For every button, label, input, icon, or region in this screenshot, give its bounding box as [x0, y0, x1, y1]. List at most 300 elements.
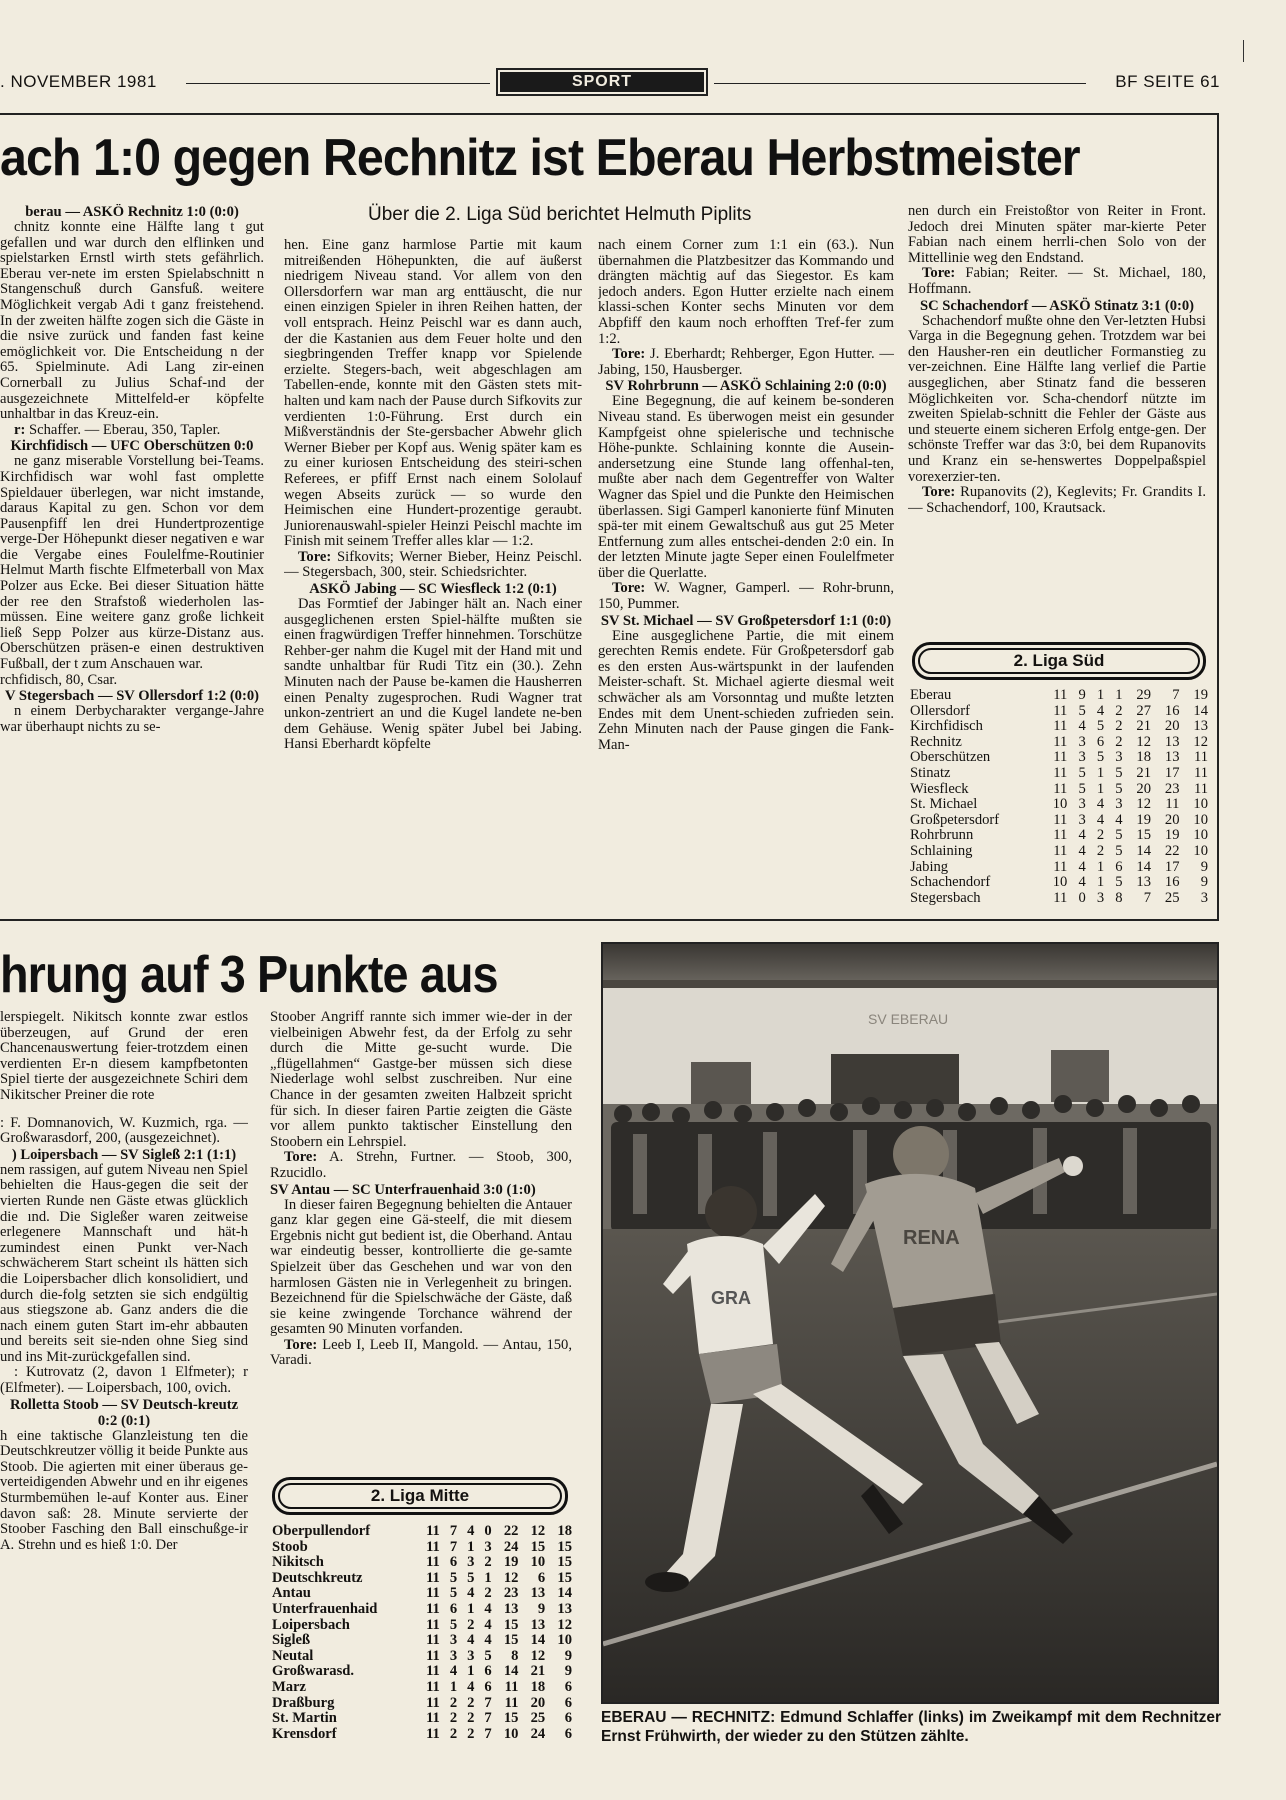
- page-header: [0, 68, 1220, 96]
- table-cell: 11: [1193, 780, 1208, 797]
- table-cell: 22: [1164, 842, 1180, 859]
- scorers-text: Rupanovits (2), Keglevits; Fr. Grandits I. — Schachendorf, 100, Krautsack.: [908, 484, 1206, 516]
- table-cell: 13: [530, 1616, 546, 1633]
- table-row: [272, 1540, 572, 1556]
- article-paragraph: Eine Begegnung, die auf keinem be-sonderen Niveau stand. Es überwogen meist ein gesunder Kampfgeist ohne spielerische und technische Höhe-punkte. Schlaining konnte die Ausein-andersetzung eine Stunde lang offenhal-ten, mußte aber nach dem Gegentreffer von Walter Wagner das Spiel und die Punkte den Heimischen überlassen. Sigi Gamperl kanonierte fünf Minuten spä-ter mit einem Gewaltschuß aus gut 25 Meter Entfernung zum alles entschei-denden 2:0 ein. In der letzten Minute jagte Seper einen Foulelfmeter über die Querlatte.: [598, 393, 894, 581]
- table-cell: 11: [426, 1554, 440, 1571]
- table-cell: 18: [557, 1523, 572, 1539]
- table-cell: 4: [467, 1585, 475, 1602]
- table-cell: 9: [1200, 858, 1208, 875]
- table-cell: 11: [1165, 796, 1180, 813]
- table-cell: 10: [1193, 811, 1208, 828]
- article-paragraph: lerspiegelt. Nikitsch konnte zwar estlos überzeugen, auf Grund der eren Chancenauswertung feier-trotzdem einen verdienten Er-n diesem kampfbetonten Spiel tierte der ausgezeichnete Schiri dem Nikitscher Preiner die rote: [0, 1010, 248, 1103]
- column-4: [908, 204, 1206, 640]
- table-cell: 3: [467, 1554, 475, 1571]
- table-liga-sued: [910, 688, 1208, 906]
- table-cell: 10: [1052, 796, 1068, 813]
- table-cell: 19: [1136, 811, 1151, 828]
- table-mitte-title: 2. Liga Mitte: [278, 1483, 562, 1509]
- table-cell: 15: [557, 1538, 572, 1555]
- table-cell: 4: [1096, 796, 1105, 813]
- table-cell: 12: [503, 1569, 519, 1586]
- scorers-label: Tore:: [284, 1149, 318, 1166]
- table-cell: 1: [1096, 764, 1105, 781]
- article-paragraph: Das Formtief der Jabinger hält an. Nach einer ausgeglichenen ersten Spiel-hälfte mußten sie einen fragwürdigen Treffer hinnehmen. Torschütze Rehber-ger nahm die Kugel mit der Hand mit und sandte unhaltbar für Rudi Titz ein (30.). Zehn Minuten nach der Pause be-kamen die Hausherren einen Penalty zugesprochen. Rudi Wagner trat unkon-zentriert an und die Kugel landete ne-ben dem Gehäuse. Wenig später Jubel bei Jabing. Hansi Eberhardt köpfelte: [284, 596, 582, 753]
- scorers-label: Tore:: [612, 346, 646, 363]
- table-cell: 1: [467, 1538, 475, 1555]
- table-cell: 1: [1096, 780, 1105, 797]
- wall-sign-text: SV EBERAU: [868, 1011, 949, 1027]
- table-cell: 19: [503, 1554, 519, 1571]
- scorers-text: Fabian; Reiter. — St. Michael, 180, Hoffmann.: [908, 265, 1206, 297]
- table-cell: 21: [1136, 764, 1151, 781]
- column-1: [0, 204, 264, 904]
- team-name: Neutal: [272, 1647, 314, 1664]
- table-cell: 11: [1053, 889, 1068, 906]
- table-cell: 7: [484, 1710, 492, 1727]
- table-cell: 8: [511, 1647, 519, 1664]
- table-cell: 2: [467, 1694, 475, 1711]
- team-name: Wiesfleck: [910, 780, 969, 797]
- table-cell: 6: [1115, 858, 1123, 875]
- table-row: [272, 1555, 572, 1571]
- table-cell: 20: [1164, 811, 1180, 828]
- team-name: Oberschützen: [910, 749, 991, 766]
- team-name: Nikitsch: [272, 1554, 324, 1571]
- headline-top: ach 1:0 gegen Rechnitz ist Eberau Herbstmeister: [0, 129, 1080, 187]
- table-cell: 13: [1193, 718, 1208, 735]
- table-cell: 4: [1115, 811, 1123, 828]
- team-name: Draßburg: [272, 1694, 335, 1711]
- table-cell: 11: [504, 1694, 519, 1711]
- team-name: Unterfrauenhaid: [272, 1600, 378, 1617]
- match-heading: SV St. Michael — SV Großpetersdorf 1:1 (0:0): [600, 612, 892, 629]
- table-cell: 3: [1078, 811, 1086, 828]
- table-cell: 16: [1164, 874, 1180, 891]
- table-row: [910, 797, 1208, 813]
- table-cell: 12: [557, 1616, 572, 1633]
- table-row: [910, 860, 1208, 876]
- table-row: [272, 1649, 572, 1665]
- section-label-box: [496, 68, 708, 96]
- table-cell: 3: [1078, 733, 1086, 750]
- table-cell: 3: [1078, 796, 1086, 813]
- table-cell: 3: [484, 1538, 492, 1555]
- article-paragraph: Eine ausgeglichene Partie, die mit einem gerechten Remis endete. Für Großpetersdorf gab es den ersten Aus-wärtspunkt in der laufenden Meister-schaft. St. Michael agierte diesmal weit schwächer als am Vorsonntag und mußte letzten Endes mit dem Unent-schieden zufrieden sein. Zehn Minuten nach der Pause gingen die Fank-Man-: [598, 627, 894, 753]
- article-paragraph: In dieser fairen Begegnung behielten die Antauer ganz klar gegen eine Gä-steelf, die mit diesem Ergebnis nicht gut bedient ist, die Oberhand. Antau war eindeutig besser, kontrollierte die ge-samte Spielzeit über das Geschehen und war von den harmlosen Gästen nie in Verlegenheit zu bringen. Bezeichnend für die Spielschwäche der Gäste, daß sie keine zwingende Torchance während der gesamten 90 Minuten vorfanden.: [270, 1196, 572, 1338]
- table-cell: 4: [1078, 858, 1086, 875]
- table-cell: 11: [1053, 780, 1068, 797]
- table-cell: 11: [426, 1725, 440, 1742]
- table-cell: 15: [557, 1569, 572, 1586]
- table-cell: 5: [1078, 780, 1086, 797]
- team-name: St. Michael: [910, 796, 978, 813]
- table-cell: 5: [449, 1585, 458, 1602]
- team-name: Schachendorf: [910, 874, 991, 891]
- table-row: [272, 1680, 572, 1696]
- table-cell: 4: [1078, 827, 1086, 844]
- article-paragraph: : F. Domnanovich, W. Kuzmich, rga. — Großwarasdorf, 200, (ausgezeichnet).: [0, 1114, 248, 1147]
- table-cell: 25: [1164, 889, 1180, 906]
- table-cell: 6: [484, 1663, 492, 1680]
- table-cell: 6: [564, 1725, 572, 1742]
- team-name: Stoob: [272, 1538, 308, 1555]
- table-row: [272, 1586, 572, 1602]
- table-cell: 4: [484, 1600, 492, 1617]
- table-cell: 3: [1115, 749, 1123, 766]
- table-cell: 0: [1078, 889, 1086, 906]
- table-mitte-header: [272, 1477, 568, 1515]
- table-cell: 11: [1053, 733, 1068, 750]
- team-name: Loipersbach: [272, 1616, 350, 1633]
- table-cell: 12: [1193, 733, 1208, 750]
- table-row: [272, 1571, 572, 1587]
- table-cell: 15: [1136, 827, 1151, 844]
- match-heading: Kirchfidisch — UFC Oberschützen 0:0: [10, 438, 254, 455]
- team-name: Krensdorf: [272, 1725, 337, 1742]
- table-row: [910, 782, 1208, 798]
- table-cell: 5: [449, 1569, 458, 1586]
- table-cell: 2: [449, 1725, 458, 1742]
- table-cell: 13: [557, 1600, 572, 1617]
- table-cell: 11: [1193, 749, 1208, 766]
- table-cell: 12: [1136, 733, 1151, 750]
- table-cell: 2: [467, 1725, 475, 1742]
- team-name: Rechnitz: [910, 733, 962, 750]
- table-cell: 11: [1053, 764, 1068, 781]
- table-cell: 13: [503, 1600, 519, 1617]
- table-cell: 4: [1078, 718, 1086, 735]
- table-cell: 5: [467, 1569, 475, 1586]
- table-cell: 5: [1096, 749, 1105, 766]
- table-cell: 5: [1078, 702, 1086, 719]
- table-cell: 25: [530, 1710, 546, 1727]
- match-heading: ASKÖ Jabing — SC Wiesfleck 1:2 (0:1): [309, 581, 557, 598]
- table-cell: 19: [1193, 687, 1208, 703]
- table-cell: 1: [449, 1678, 458, 1695]
- table-cell: 14: [1136, 858, 1151, 875]
- table-cell: 24: [503, 1538, 519, 1555]
- table-cell: 11: [1053, 749, 1068, 766]
- table-cell: 8: [1115, 889, 1123, 906]
- table-cell: 2: [449, 1710, 458, 1727]
- table-row: [272, 1618, 572, 1634]
- photo-illustration: [603, 944, 1217, 1702]
- table-cell: 4: [449, 1663, 458, 1680]
- team-name: Oberpullendorf: [272, 1523, 371, 1539]
- scorers-label: Tore:: [922, 484, 956, 501]
- table-row: [910, 875, 1208, 891]
- table-cell: 5: [1115, 764, 1123, 781]
- table-cell: 2: [1096, 842, 1105, 859]
- table-cell: 3: [1115, 796, 1123, 813]
- table-cell: 11: [426, 1600, 440, 1617]
- table-cell: 17: [1164, 858, 1180, 875]
- table-cell: 0: [484, 1523, 492, 1539]
- table-cell: 7: [484, 1694, 492, 1711]
- table-cell: 1: [1096, 687, 1105, 703]
- table-cell: 2: [1115, 718, 1123, 735]
- table-cell: 5: [1115, 874, 1123, 891]
- table-cell: 6: [449, 1554, 458, 1571]
- table-cell: 13: [1164, 733, 1180, 750]
- table-cell: 19: [1164, 827, 1180, 844]
- scorers-text: Sifkovits; Werner Bieber, Heinz Peischl. — Stegersbach, 300, steir. Schiedsrichter.: [284, 548, 582, 581]
- article-paragraph: Schachendorf mußte ohne den Ver-letzten Hubsi Varga in die Begegnung gehen. Trotzdem war bei den Hausher-ren ein deutlicher Formanstieg zu ver-zeichnen. Eine Hälfte lang verlief die Partie ausgeglichen, aber Stinatz fand die besseren Möglichkeiten vor. Scha-chendorf nützte im zweiten Spielab-schnitt die Fehler der Gäste aus und steuerte einem sicheren Erfolg entge-gen. Der schönste Treffer war das 3:0, bei dem Rupanovits und Kranz ein se-henswertes Doppelpaßspiel vorexerzier-ten.: [908, 312, 1206, 485]
- column-2: [284, 238, 582, 908]
- headline-bottom: hrung auf 3 Punkte aus: [0, 946, 498, 1004]
- table-liga-mitte: [272, 1524, 572, 1742]
- table-cell: 5: [1096, 718, 1105, 735]
- table-cell: 5: [449, 1616, 458, 1633]
- scorers-line: [0, 1365, 248, 1396]
- scorers-line: [270, 1338, 572, 1369]
- table-cell: 15: [530, 1538, 546, 1555]
- table-cell: 9: [537, 1600, 546, 1617]
- match-heading: ) Loipersbach — SV Sigleß 2:1 (1:1): [11, 1146, 237, 1163]
- scorers-label: Tore:: [612, 580, 646, 597]
- table-cell: 12: [530, 1523, 546, 1539]
- scorers-label: Tore:: [922, 265, 956, 282]
- article-paragraph: chnitz konnte eine Hälfte lang t gut gefallen und war durch den elflinken und spielstarken Ernstl wirth stets gefährlich. Eberau ver-nete im ersten Spielabschnitt n Stangenschuß durch Gansfuß. weitere Möglichkeit vergab Adi t ganz freistehend. In der zweiten hälfte zogen sich die Gäste in die nsive zurück und fanden fast keine emöglichkeit vor. Die Entscheidung n der 65. Spielminute. Adi Lang zir-einen Cornerball zu Julius Schaf-ınd der ausgezeichnete Mittelfeld-er köpfelte unhaltbar in das Kreuz-ein.: [0, 219, 264, 423]
- table-cell: 24: [530, 1725, 546, 1742]
- table-cell: 5: [484, 1647, 492, 1664]
- table-cell: 11: [426, 1523, 440, 1539]
- match-heading: V Stegersbach — SV Ollersdorf 1:2 (0:0): [4, 688, 259, 705]
- table-cell: 2: [467, 1616, 475, 1633]
- table-cell: 16: [1164, 702, 1180, 719]
- table-row: [910, 844, 1208, 860]
- table-cell: 4: [1078, 874, 1086, 891]
- table-cell: 4: [467, 1678, 475, 1695]
- table-row: [910, 828, 1208, 844]
- photo-caption: EBERAU — RECHNITZ: Edmund Schlaffer (links) im Zweikampf mit dem Rechnitzer Ernst Frühwirth, der wieder zu den Stützen zählte.: [601, 1709, 1221, 1745]
- article-paragraph: nen durch ein Freistoßtor von Reiter in Front. Jedoch drei Minuten später mar-kierte Peter Fabian nach einem herrli-chen Solo von der Mittellinie weg den Endstand.: [908, 204, 1206, 266]
- table-cell: 11: [426, 1647, 440, 1664]
- table-cell: 6: [564, 1694, 572, 1711]
- table-cell: 6: [537, 1569, 546, 1586]
- table-cell: 11: [1053, 702, 1068, 719]
- match-heading: SV Rohrbrunn — ASKÖ Schlaining 2:0 (0:0): [605, 378, 887, 395]
- table-cell: 12: [1136, 796, 1151, 813]
- scorers-line: [908, 485, 1206, 516]
- match-heading: Rolletta Stoob — SV Deutsch-kreutz 0:2 (0:1): [9, 1396, 239, 1429]
- match-heading: SV Antau — SC Unterfrauenhaid 3:0 (1:0): [270, 1181, 536, 1198]
- table-cell: 11: [1053, 687, 1068, 703]
- table-cell: 1: [484, 1569, 492, 1586]
- scorers-label: r:: [14, 421, 26, 438]
- header-rule-left: [186, 83, 490, 84]
- table-cell: 21: [1136, 718, 1151, 735]
- table-cell: 9: [564, 1647, 572, 1664]
- table-cell: 10: [530, 1554, 546, 1571]
- table-cell: 20: [530, 1694, 546, 1711]
- team-name: Stinatz: [910, 764, 951, 781]
- scorers-text: Schaffer. — Eberau, 350, Tapler.: [25, 421, 221, 438]
- team-name: Großwarasd.: [272, 1663, 355, 1680]
- scorers-text: W. Wagner, Gamperl. — Rohr-brunn, 150, Pummer.: [598, 580, 894, 613]
- table-cell: 11: [1053, 827, 1068, 844]
- table-row: [910, 891, 1208, 907]
- page-number: BF SEITE 61: [1115, 72, 1220, 91]
- team-name: Schlaining: [910, 842, 973, 859]
- article-paragraph: n einem Derbycharakter vergange-Jahre war überhaupt nichts zu se-: [0, 703, 264, 735]
- match-heading: berau — ASKÖ Rechnitz 1:0 (0:0): [25, 204, 239, 220]
- table-cell: 11: [1053, 811, 1068, 828]
- table-cell: 7: [1143, 889, 1151, 906]
- table-cell: 7: [1172, 687, 1180, 703]
- table-cell: 11: [504, 1678, 519, 1695]
- table-cell: 7: [449, 1523, 458, 1539]
- table-cell: 11: [1053, 842, 1068, 859]
- table-cell: 1: [467, 1600, 475, 1617]
- table-cell: 11: [426, 1632, 440, 1649]
- team-name: Rohrbrunn: [910, 827, 974, 844]
- team-name: Antau: [272, 1585, 311, 1602]
- table-cell: 13: [530, 1585, 546, 1602]
- table-cell: 5: [1115, 827, 1123, 844]
- article-paragraph: Stoober Angriff rannte sich immer wie-der in der vielbeinigen Abwehr fest, da der Erfolg zu sehr durch die Mitte ge-sucht wurde. Die „flügellahmen“ Gastge-ber müssen sich diese Niederlage wohl selbst zuschreiben. Nur eine Chance in der gesamten zweiten Halbzeit spricht für sich. In dieser fairen Partie zeigten die Gäste vor allem punkto taktischer Einstellung den Stoobern ein Lehrspiel.: [270, 1010, 572, 1150]
- team-name: Marz: [272, 1678, 307, 1695]
- team-name: Deutschkreutz: [272, 1569, 363, 1586]
- table-cell: 14: [557, 1585, 572, 1602]
- table-cell: 1: [1096, 858, 1105, 875]
- table-cell: 1: [1115, 687, 1123, 703]
- table-row: [910, 719, 1208, 735]
- table-cell: 1: [1096, 874, 1105, 891]
- table-cell: 23: [1164, 780, 1180, 797]
- team-name: St. Martin: [272, 1710, 337, 1727]
- scorers-line: [270, 1150, 572, 1181]
- scorers-text: : Kutrovatz (2, davon 1 Elfmeter); r (Elfmeter). — Loipersbach, 100, ovich.: [0, 1364, 248, 1397]
- table-cell: 29: [1136, 687, 1151, 703]
- table-cell: 10: [503, 1725, 519, 1742]
- table-cell: 7: [484, 1725, 492, 1742]
- paragraph-gap: [0, 1104, 248, 1116]
- article-paragraph: nach einem Corner zum 1:1 ein (63.). Nun übernahmen die Platzbesitzer das Kommando und drängten mächtig auf das Siegestor. Es kam jedoch anders. Egon Hutter erzielte nach einem klassi-schen Konter sechs Minuten vor dem Abpfiff den kaum noch erhofften Tref-fer zum 1:2.: [598, 238, 894, 347]
- team-name: Eberau: [910, 687, 952, 703]
- table-cell: 13: [1136, 874, 1151, 891]
- table-row: [910, 813, 1208, 829]
- table-row: [272, 1664, 572, 1680]
- table-cell: 22: [503, 1523, 519, 1539]
- table-cell: 15: [503, 1616, 519, 1633]
- table-row: [272, 1696, 572, 1712]
- table-cell: 4: [1096, 702, 1105, 719]
- table-cell: 2: [1115, 733, 1123, 750]
- table-cell: 11: [1053, 718, 1068, 735]
- table-cell: 20: [1164, 718, 1180, 735]
- table-cell: 10: [557, 1632, 572, 1649]
- table-cell: 27: [1136, 702, 1151, 719]
- table-cell: 2: [1096, 827, 1105, 844]
- column-5: [0, 1010, 248, 1746]
- table-cell: 2: [484, 1585, 492, 1602]
- table-cell: 14: [530, 1632, 546, 1649]
- table-sued-header: [912, 642, 1206, 680]
- table-cell: 14: [1136, 842, 1151, 859]
- table-cell: 3: [467, 1647, 475, 1664]
- table-row: [272, 1633, 572, 1649]
- table-cell: 11: [426, 1663, 440, 1680]
- table-sued-title: 2. Liga Süd: [918, 648, 1200, 674]
- table-row: [910, 704, 1208, 720]
- table-row: [910, 688, 1208, 704]
- table-row: [272, 1524, 572, 1540]
- table-cell: 6: [449, 1600, 458, 1617]
- table-cell: 10: [1193, 842, 1208, 859]
- table-cell: 2: [1115, 702, 1123, 719]
- table-cell: 6: [564, 1710, 572, 1727]
- table-row: [272, 1602, 572, 1618]
- table-cell: 12: [530, 1647, 546, 1664]
- table-cell: 2: [449, 1694, 458, 1711]
- table-cell: 11: [426, 1585, 440, 1602]
- table-cell: 20: [1136, 780, 1151, 797]
- table-cell: 9: [564, 1663, 572, 1680]
- scorers-text: A. Strehn, Furtner. — Stoob, 300, Rzucidlo.: [270, 1149, 572, 1181]
- table-cell: 4: [1078, 842, 1086, 859]
- table-row: [910, 766, 1208, 782]
- table-cell: 1: [467, 1663, 475, 1680]
- table-row: [910, 735, 1208, 751]
- table-cell: 11: [426, 1694, 440, 1711]
- table-cell: 11: [426, 1538, 440, 1555]
- table-cell: 2: [484, 1554, 492, 1571]
- table-cell: 4: [484, 1632, 492, 1649]
- table-cell: 6: [484, 1678, 492, 1695]
- team-name: Stegersbach: [910, 889, 981, 906]
- header-rule-right: [714, 83, 1086, 84]
- team-name: Kirchfidisch: [910, 718, 983, 735]
- table-cell: 3: [1078, 749, 1086, 766]
- scorers-line: [598, 347, 894, 378]
- table-cell: 10: [1193, 827, 1208, 844]
- scorers-line: [284, 550, 582, 581]
- table-cell: 23: [503, 1585, 519, 1602]
- scorers-label: Tore:: [298, 548, 332, 565]
- section-label: SPORT: [500, 72, 704, 92]
- table-cell: 13: [1164, 749, 1180, 766]
- scorers-line: [598, 581, 894, 612]
- article-paragraph: hen. Eine ganz harmlose Partie mit kaum mitreißenden Höhepunkten, die auf äußerst niedrigem Niveau stand. Vor allem von den Ollersdorfern war man arg enttäuscht, die nur einen einzigen Spieler in ihren Reihen hatten, der voll entsprach. Heinz Peischl war es dann auch, der die Kastanien aus dem Feuer holte und den siegbringenden Treffer knapp vor Spielende erzielte. Stegers-bach, weit abgeschlagen am Tabellen-ende, konnte mit den Gästen stets mit-halten und kam nach der Pause durch Sifkovits zur verdienten 1:0-Führung. Erst durch ein Mißverständnis der Ste-gersbacher Abwehr glich Werner Bieber per Kopf aus. Wenig später kam es zu einer kuriosen Entscheidung des steiri-schen Referees, er pfiff Ernst nach einem Sololauf wegen Abseits zurück — so wurde den Heimischen eine Hundert-prozentige geraubt. Juniorenauswahl-spieler Heinzi Peischl machte im Finish mit seinem Treffer alles klar — 1:2.: [284, 238, 582, 550]
- table-cell: 17: [1164, 764, 1180, 781]
- table-cell: 2: [467, 1710, 475, 1727]
- table-cell: 11: [426, 1569, 440, 1586]
- scorers-line: [908, 266, 1206, 297]
- margin-mark: [1243, 40, 1244, 62]
- table-cell: 18: [1136, 749, 1151, 766]
- table-cell: 4: [484, 1616, 492, 1633]
- byline: Über die 2. Liga Süd berichtet Helmuth Piplits: [368, 204, 752, 225]
- team-name: Ollersdorf: [910, 702, 970, 719]
- table-cell: 11: [1193, 764, 1208, 781]
- table-cell: 5: [1115, 842, 1123, 859]
- table-cell: 6: [1096, 733, 1105, 750]
- table-cell: 3: [449, 1632, 458, 1649]
- column-6: [270, 1010, 572, 1472]
- match-heading: SC Schachendorf — ASKÖ Stinatz 3:1 (0:0): [919, 297, 1195, 314]
- scorers-text: J. Eberhardt; Rehberger, Egon Hutter. — Jabing, 150, Hausberger.: [598, 346, 894, 378]
- table-cell: 7: [449, 1538, 458, 1555]
- table-cell: 4: [467, 1523, 475, 1539]
- table-cell: 15: [503, 1632, 519, 1649]
- shirt-text-left: GRA: [711, 1288, 751, 1308]
- table-row: [910, 750, 1208, 766]
- scorers-line: [0, 423, 264, 439]
- scorers-text: Leeb I, Leeb II, Mangold. — Antau, 150, Varadi.: [270, 1336, 572, 1369]
- scorers-label: Tore:: [284, 1336, 318, 1353]
